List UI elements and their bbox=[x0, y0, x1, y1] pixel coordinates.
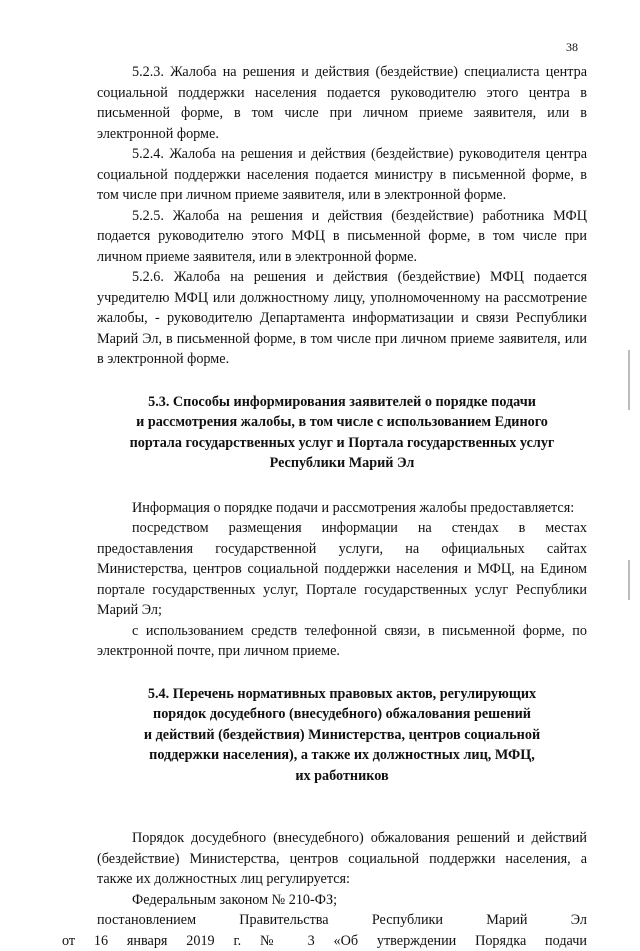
paragraph-resolution bbox=[97, 910, 587, 951]
section-heading-5-3 bbox=[97, 392, 587, 474]
heading-line: и действий (бездействия) Министерства, центров социальной bbox=[97, 725, 587, 746]
paragraph-5-2-6: 5.2.6. Жалоба на решения и действия (бездействие) МФЦ подается учредителю МФЦ или должностному лицу, уполномоченному на рассмотрение жалобы, - руководителю Департамента информатизации и связи Республики Марий Эл, в письменной форме, в том числе при личном приеме заявителя, или в электронной форме. bbox=[97, 267, 587, 370]
heading-line: поддержки населения), а также их должностных лиц, МФЦ, bbox=[97, 745, 587, 766]
heading-line: портала государственных услуг и Портала государственных услуг bbox=[97, 433, 587, 454]
paragraph-5-2-4: 5.2.4. Жалоба на решения и действия (бездействие) руководителя центра социальной поддержки населения подается министру в письменной форме, в том числе при личном приеме заявителя, или в электронной форме. bbox=[97, 144, 587, 206]
heading-line: 5.3. Способы информирования заявителей о порядке подачи bbox=[97, 392, 587, 413]
scan-edge-mark bbox=[628, 350, 630, 410]
document-body bbox=[97, 62, 587, 951]
paragraph-information: Информация о порядке подачи и рассмотрения жалобы предоставляется: bbox=[97, 498, 587, 519]
section-heading-5-4 bbox=[97, 684, 587, 787]
heading-line: их работников bbox=[97, 766, 587, 787]
heading-line: 5.4. Перечень нормативных правовых актов, регулирующих bbox=[97, 684, 587, 705]
heading-line: Республики Марий Эл bbox=[97, 453, 587, 474]
paragraph-5-2-5: 5.2.5. Жалоба на решения и действия (бездействие) работника МФЦ подается руководителю этого МФЦ в письменной форме, в том числе при личном приеме заявителя, или в электронной форме. bbox=[97, 206, 587, 268]
scan-edge-mark bbox=[628, 560, 630, 600]
heading-line: и рассмотрения жалобы, в том числе с использованием Единого bbox=[97, 412, 587, 433]
paragraph-phone: с использованием средств телефонной связи, в письменной форме, по электронной почте, при личном приеме. bbox=[97, 621, 587, 662]
paragraph-procedure: Порядок досудебного (внесудебного) обжалования решений и действий (бездействие) Министерства, центров социальной поддержки населения, а также их должностных лиц регулируется: bbox=[97, 828, 587, 890]
paragraph-line: от 16 января 2019 г. № 3 «Об утверждении Порядка подачи bbox=[62, 931, 587, 951]
paragraph-stands: посредством размещения информации на стендах в местах предоставления государственной услуги, на официальных сайтах Министерства, центров социальной поддержки населения и МФЦ, на Едином портале государственных услуг, Портале государственных услуг Республики Марий Эл; bbox=[97, 518, 587, 621]
heading-line: порядок досудебного (внесудебного) обжалования решений bbox=[97, 704, 587, 725]
paragraph-federal-law: Федеральным законом № 210-ФЗ; bbox=[97, 890, 587, 911]
paragraph-5-2-3: 5.2.3. Жалоба на решения и действия (бездействие) специалиста центра социальной поддержки населения подается руководителю этого центра в письменной форме, в том числе при личном приеме заявителя, или в электронной форме. bbox=[97, 62, 587, 144]
page-number: 38 bbox=[566, 40, 578, 55]
paragraph-line: постановлением Правительства Республики Марий Эл bbox=[97, 910, 587, 931]
